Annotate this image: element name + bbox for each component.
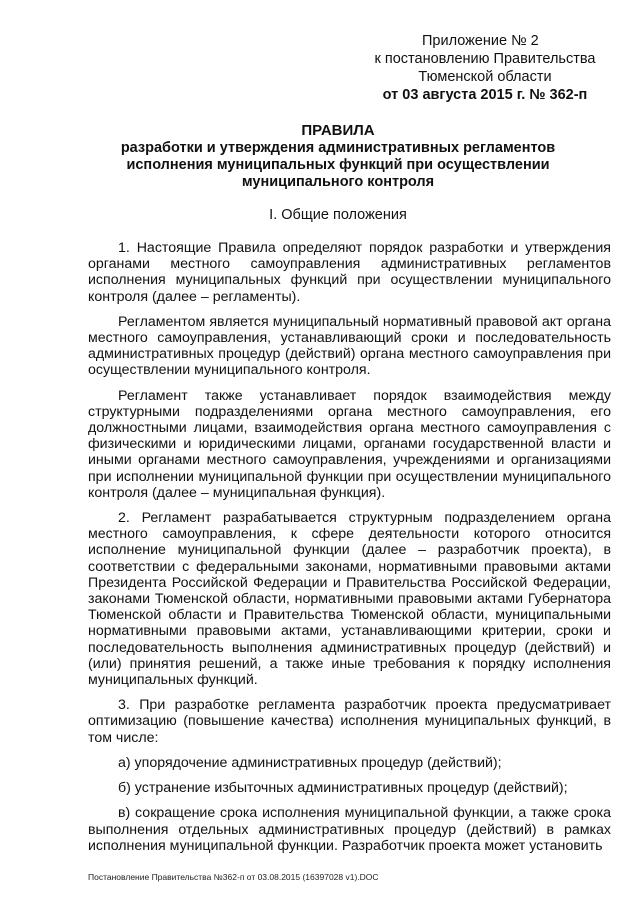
paragraph: 3. При разработке регламента разработчик проекта предусматривает оптимизацию (повышение качества) исполнения муниципальных функций, в том числе: — [88, 697, 611, 746]
document-title — [88, 122, 588, 191]
title-main: ПРАВИЛА — [301, 122, 375, 139]
appendix-header — [360, 32, 610, 104]
paragraph: а) упорядочение административных процедур (действий); — [118, 754, 502, 771]
paragraph: Регламент также устанавливает порядок взаимодействия между структурными подразделениями органа местного самоуправления, его должностными лицами, взаимодействия органа местного самоуправления с физическими и юридическими лицами, органами государственной власти и иными органами местного самоуправления, учреждениями и организациями при исполнении муниципальной функции при осуществлении муниципального контроля (далее – муниципальная функция). — [88, 387, 611, 501]
appendix-resolution: к постановлению Правительства — [374, 51, 596, 67]
appendix-date: от 03 августа 2015 г. № 362-п — [382, 87, 588, 103]
title-subtitle-1: разработки и утверждения административных регламентов — [120, 140, 556, 156]
appendix-region: Тюменской области — [418, 69, 552, 85]
paragraph: в) сокращение срока исполнения муниципальной функции, а также срока выполнения отдельных административных процедур (действий) в рамках исполнения муниципальной функции. Разработчик проекта может установить — [88, 805, 611, 854]
title-subtitle-3: муниципального контроля — [241, 174, 435, 190]
paragraph: Регламентом является муниципальный нормативный правовой акт органа местного самоуправления, устанавливающий сроки и последовательность административных процедур (действий) органа местного самоуправления при осуществлении муниципального контроля. — [88, 313, 611, 379]
section-heading: I. Общие положения — [269, 207, 407, 223]
paragraph: 1. Настоящие Правила определяют порядок разработки и утверждения органами местного самоуправления административных регламентов исполнения муниципальных функций при осуществлении муниципального контроля (далее – регламенты). — [88, 240, 611, 305]
document-body — [88, 240, 611, 863]
paragraph: 2. Регламент разрабатывается структурным подразделением органа местного самоуправления, к сфере деятельности которого относится исполнение муниципальной функции (далее – разработчик проекта), в соответствии с федеральными законами, нормативными правовыми актами Президента Российской Федерации и Правительства Российской Федерации, законами Тюменской области, нормативными правовыми актами Губернатора Тюменской области и Правительства Тюменской области, муниципальными нормативными правовыми актами, устанавливающими критерии, сроки и последовательность выполнения административных процедур (действий) и (или) принятия решений, а также иные требования к порядку исполнения муниципальных функций. — [88, 510, 611, 689]
paragraph: б) устранение избыточных административных процедур (действий); — [118, 780, 568, 797]
title-subtitle-2: исполнения муниципальных функций при осуществлении — [126, 157, 550, 173]
page-footer: Постановление Правительства №362-п от 03.08.2015 (16397028 v1).DOC — [88, 872, 379, 882]
appendix-number: Приложение № 2 — [422, 33, 539, 49]
